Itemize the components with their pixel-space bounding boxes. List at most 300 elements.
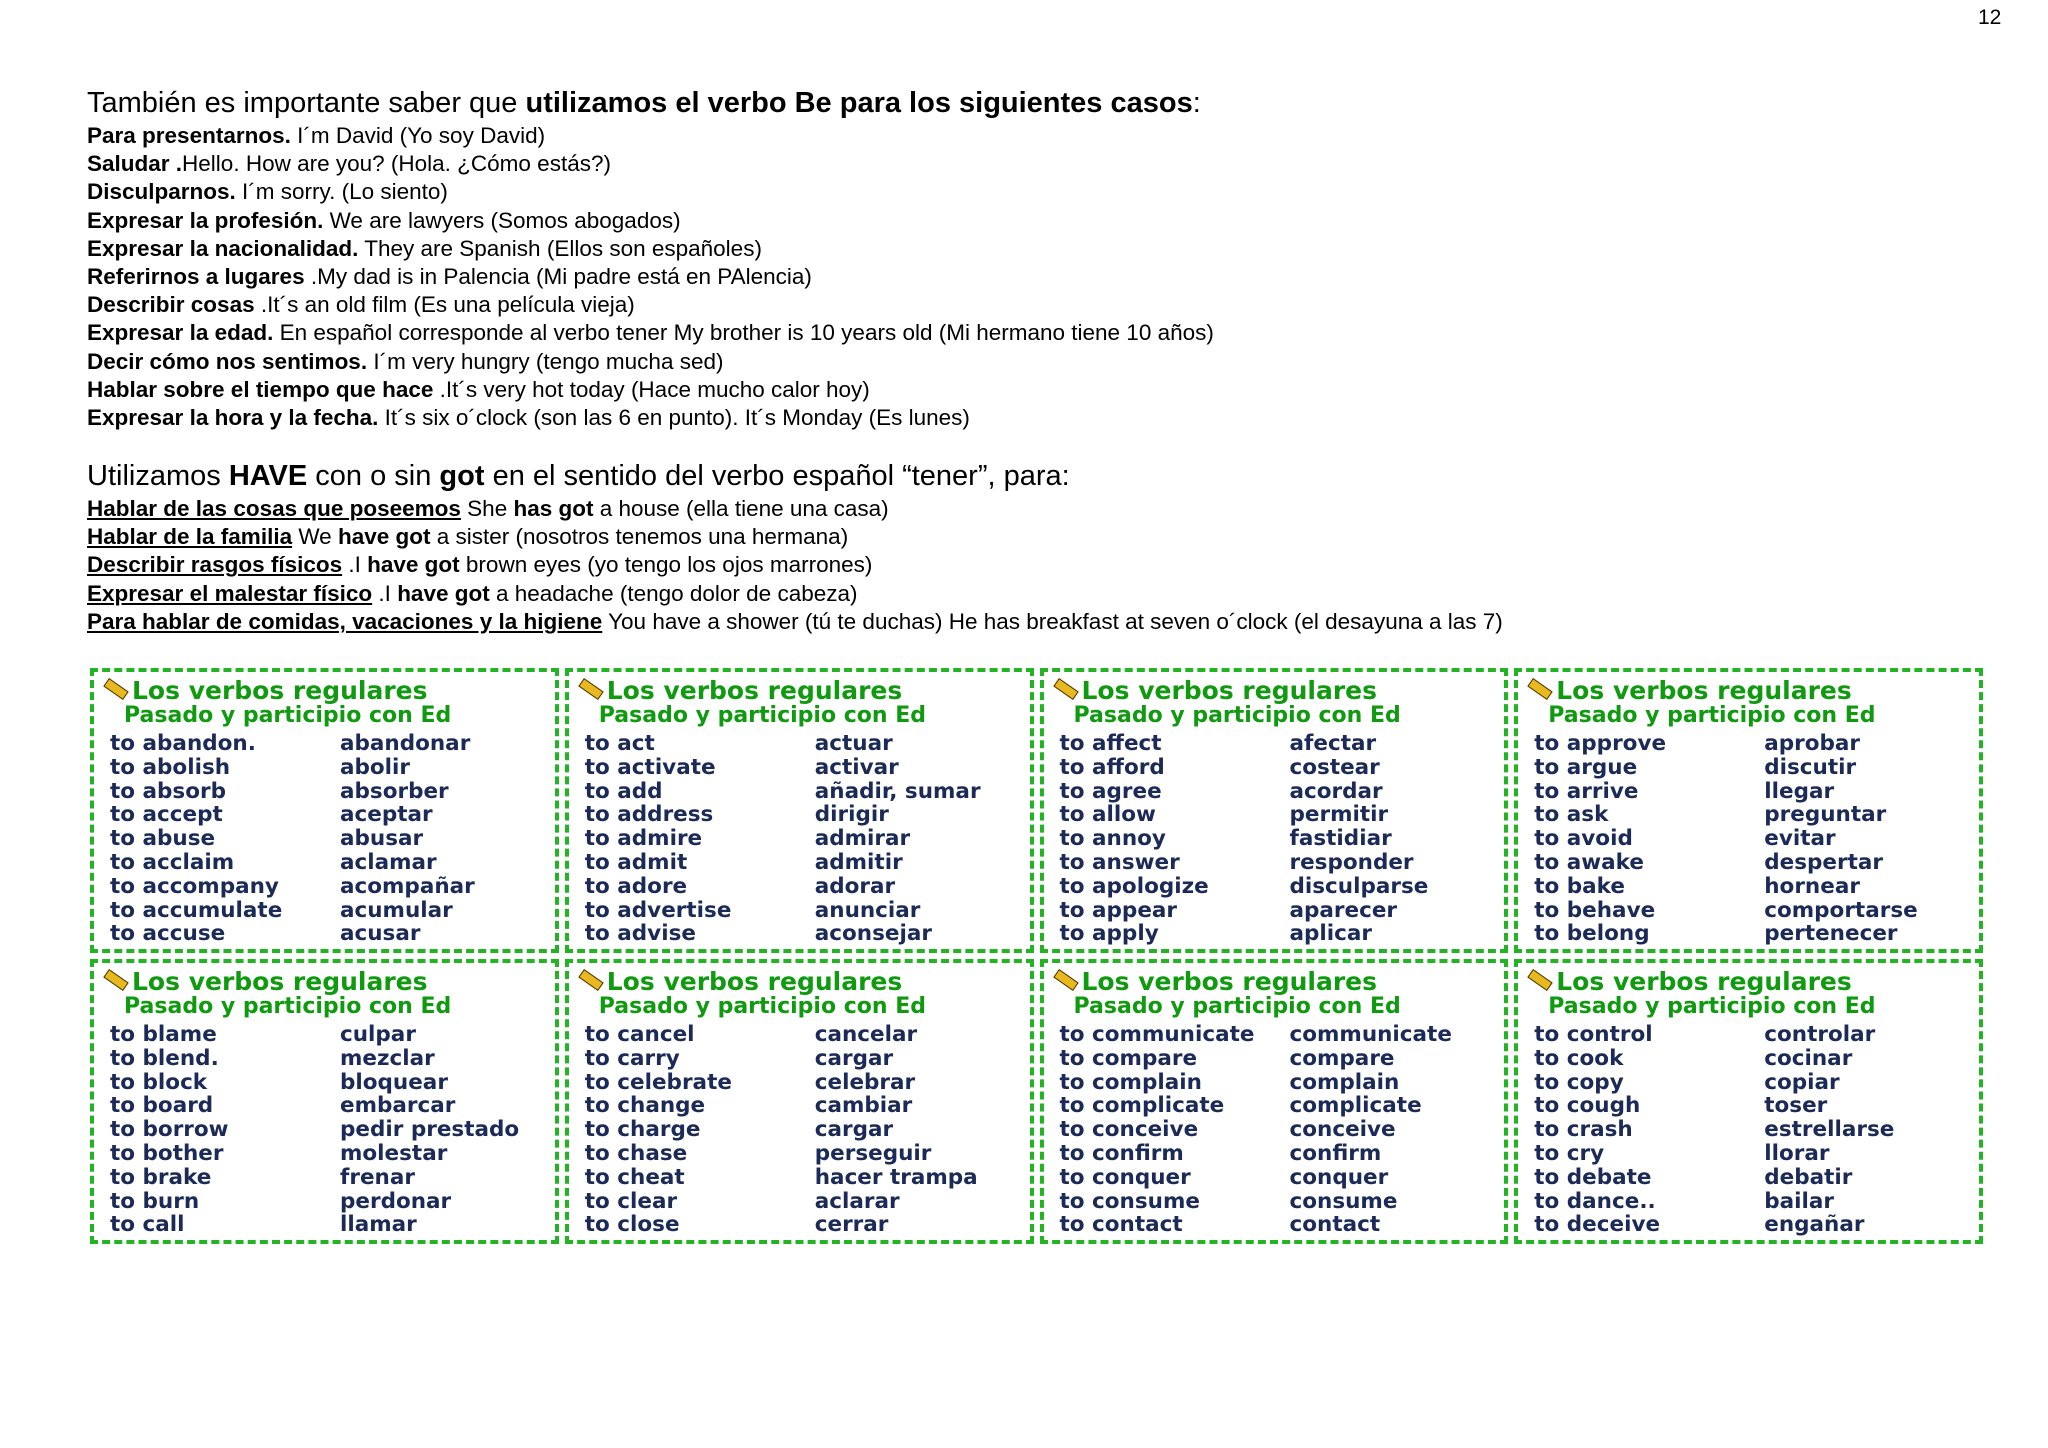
verb-pair [585,1047,1020,1071]
usage-label: Expresar el malestar físico [87,580,373,606]
verb-english: to appear [1059,897,1178,923]
usage-verb: have got [397,580,490,606]
verb-pair [1060,827,1495,851]
card-title [579,678,1020,704]
card-title-text: Los verbos regulares [1556,967,1852,996]
verb-pair [1060,1213,1495,1237]
usage-verb: have got [337,524,431,550]
verb-spanish: permitir [1289,802,1389,828]
usage-label: Para hablar de comidas, vacaciones y la higiene [87,608,603,634]
pencil-icon [578,678,603,700]
verb-english: to cough [1534,1093,1641,1119]
verb-english: to bother [110,1140,224,1166]
verb-english: to contact [1059,1212,1183,1238]
usage-label: Describir cosas [87,292,255,318]
card-title-text: Los verbos regulares [1556,676,1852,705]
verb-spanish: acumular [340,897,453,923]
have-intro-b: con o sin [307,460,440,492]
verb-spanish: engañar [1764,1212,1865,1238]
verb-spanish: aprobar [1764,731,1861,756]
usage-example: En español corresponde al verbo tener My brother is 10 years old (Mi hermano tiene 10 años) [273,320,1214,346]
verb-spanish: aceptar [340,802,433,828]
be-usage-row [87,150,1987,178]
regular-verbs-grid [90,668,1983,1244]
be-usage-row [87,207,1987,235]
verb-english: to compare [1059,1045,1198,1071]
verb-pair [585,1213,1020,1237]
have-usage-row [87,523,1987,551]
usage-example: She [460,496,514,521]
verb-pair [585,756,1020,780]
verb-pair [1060,875,1495,899]
verb-spanish: preguntar [1764,802,1887,828]
usage-label: Hablar de la familia [87,524,293,550]
verb-spanish: aconsejar [814,921,932,947]
verb-spanish: estrellarse [1764,1117,1895,1143]
verb-spanish: cocinar [1764,1045,1853,1071]
verb-spanish: admitir [814,849,903,875]
card-title [1054,678,1495,704]
card-subtitle: Pasado y participio con Ed [124,703,452,728]
verb-pair [1534,732,1969,756]
usage-example: .It´s very hot today (Hace mucho calor hoy) [433,376,870,402]
verb-spanish: complain [1289,1069,1400,1095]
verb-english: to answer [1059,849,1180,875]
verb-pair [1060,851,1495,875]
verb-pair [1534,1190,1969,1214]
verb-spanish: abolir [340,754,411,780]
verb-pair [1060,1094,1495,1118]
have-intro-c: en el sentido del verbo español “tener”, para: [484,460,1070,492]
usage-example-end: a sister (nosotros tenemos una hermana) [430,524,849,550]
usage-example: I´m David (Yo soy David) [290,123,546,148]
have-usage-row [87,551,1987,579]
verb-spanish: aclarar [814,1188,900,1214]
verb-spanish: disculparse [1289,873,1429,899]
verb-pair [585,1094,1020,1118]
pencil-icon [1053,678,1078,700]
be-usage-row [87,404,1987,432]
verb-pair [1534,899,1969,923]
verb-english: to apologize [1059,873,1209,899]
be-usage-row [87,348,1987,376]
verb-pair [1060,803,1495,827]
verb-list [1534,1023,1969,1237]
be-usage-row [87,235,1987,263]
verb-card [90,668,559,953]
verb-pair [585,875,1020,899]
verb-pair [1534,922,1969,946]
verb-spanish: añadir, sumar [814,778,981,804]
verb-pair [1060,1023,1495,1047]
verb-pair [110,1213,545,1237]
verb-english: to absorb [110,778,226,804]
verb-spanish: copiar [1764,1069,1840,1095]
usage-label: Decir cómo nos sentimos. [87,348,368,374]
verb-spanish: confirm [1289,1140,1382,1166]
usage-example: We [292,524,338,550]
verb-list [110,1023,545,1237]
have-rows [87,495,1987,636]
verb-english: to admire [584,826,703,852]
card-title-text: Los verbos regulares [1081,967,1378,996]
usage-example: It´s six o´clock (son las 6 en punto). It´s Monday (Es lunes) [378,405,970,431]
verb-pair [110,851,545,875]
usage-example: You have a shower (tú te duchas) He has breakfast at seven o´clock (el desayuna a las 7) [602,608,1503,634]
usage-label: Expresar la edad. [87,320,274,346]
verb-english: to confirm [1059,1140,1184,1166]
verb-english: to conquer [1059,1164,1191,1190]
verb-english: to debate [1534,1164,1652,1190]
pencil-icon [1528,678,1553,700]
verb-english: to address [584,802,714,828]
verb-english: to afford [1059,754,1165,780]
verb-list [585,732,1020,946]
pencil-icon [103,678,128,700]
verb-pair [110,1094,545,1118]
usage-label: Saludar . [87,151,183,177]
verb-list [110,732,545,946]
verb-pair [1534,1094,1969,1118]
verb-spanish: activar [814,754,899,780]
verb-pair [585,803,1020,827]
card-title-text: Los verbos regulares [606,676,903,705]
verb-english: to blend. [110,1045,219,1071]
verb-pair [110,875,545,899]
verb-english: to acclaim [110,849,235,875]
verb-spanish: toser [1764,1093,1828,1119]
verb-spanish: cargar [814,1045,894,1071]
verb-spanish: hornear [1764,873,1860,899]
verb-pair [1534,851,1969,875]
verb-spanish: afectar [1289,731,1377,756]
verb-spanish: hacer trampa [814,1164,978,1190]
verb-english: to allow [1059,802,1156,828]
usage-label: Expresar la nacionalidad. [87,235,359,261]
be-usage-row [87,319,1987,347]
card-title [1054,969,1495,995]
be-usage-row [87,122,1987,150]
pencil-icon [578,969,603,991]
verb-pair [585,1071,1020,1095]
verb-english: to blame [110,1022,217,1047]
verb-spanish: llamar [340,1212,417,1238]
verb-card [565,959,1034,1244]
card-subtitle: Pasado y participio con Ed [1548,703,1876,728]
verb-list [1060,1023,1495,1237]
verb-card [90,959,559,1244]
verb-pair [1534,803,1969,827]
verb-spanish: llorar [1764,1140,1830,1166]
verb-pair [110,756,545,780]
have-intro [87,458,1987,495]
usage-label: Expresar la hora y la fecha. [87,405,379,431]
verb-pair [1534,1118,1969,1142]
verb-english: to deceive [1534,1212,1661,1238]
verb-english: to clear [584,1188,678,1214]
be-intro [87,85,1987,122]
verb-card [1514,959,1983,1244]
verb-pair [1060,1047,1495,1071]
verb-english: to accompany [110,873,279,899]
verb-english: to carry [584,1045,680,1071]
verb-spanish: aplicar [1289,921,1372,947]
verb-spanish: frenar [340,1164,415,1190]
verb-english: to abuse [110,826,216,852]
verb-pair [585,1118,1020,1142]
verb-english: to advise [584,921,696,947]
verb-spanish: debatir [1764,1164,1853,1190]
be-intro-text: También es importante saber que [87,87,526,119]
verb-pair [585,1190,1020,1214]
verb-english: to complain [1059,1069,1202,1095]
page-number: 12 [1978,6,2002,29]
verb-english: to abandon. [110,731,256,756]
verb-spanish: molestar [340,1140,448,1166]
usage-label: Hablar sobre el tiempo que hace [87,376,434,402]
usage-example: I´m very hungry (tengo mucha sed) [367,348,724,374]
verb-spanish: bloquear [340,1069,448,1095]
verb-spanish: fastidiar [1289,826,1392,852]
verb-pair [110,803,545,827]
verb-pair [1060,1071,1495,1095]
verb-spanish: cargar [814,1117,894,1143]
verb-english: to ask [1534,802,1609,828]
verb-spanish: culpar [340,1022,416,1047]
verb-pair [1534,756,1969,780]
card-title [104,678,545,704]
usage-example: Hello. How are you? (Hola. ¿Cómo estás?) [182,151,611,177]
verb-english: to avoid [1534,826,1633,852]
verb-english: to apply [1059,921,1159,947]
usage-label: Expresar la profesión. [87,207,324,233]
verb-spanish: perdonar [340,1188,452,1214]
verb-english: to agree [1059,778,1162,804]
verb-spanish: communicate [1289,1022,1452,1047]
card-title-text: Los verbos regulares [132,676,428,705]
verb-pair [585,732,1020,756]
verb-spanish: evitar [1764,826,1836,852]
verb-pair [585,827,1020,851]
usage-verb: has got [513,496,594,521]
verb-card [1040,668,1509,953]
usage-example: .I [372,580,398,606]
verb-spanish: compare [1289,1045,1395,1071]
verb-pair [1534,1213,1969,1237]
card-subtitle: Pasado y participio con Ed [124,994,452,1019]
be-usage-row [87,376,1987,404]
verb-english: to communicate [1059,1022,1255,1047]
verb-spanish: cambiar [814,1093,913,1119]
verb-pair [585,1166,1020,1190]
verb-spanish: abandonar [340,731,471,756]
verb-pair [1060,732,1495,756]
verb-card [1514,668,1983,953]
verb-spanish: responder [1289,849,1414,875]
have-intro-a: Utilizamos [87,460,229,492]
verb-pair [585,851,1020,875]
verb-english: to annoy [1059,826,1166,852]
verb-spanish: bailar [1764,1188,1834,1214]
card-title [1528,969,1969,995]
verb-english: to burn [110,1188,200,1214]
verb-pair [1060,1142,1495,1166]
verb-list [1060,732,1495,946]
be-usage-row [87,263,1987,291]
verb-english: to charge [584,1117,701,1143]
card-title [104,969,545,995]
card-subtitle: Pasado y participio con Ed [598,994,926,1019]
verb-english: to add [584,778,663,804]
verb-english: to change [584,1093,706,1119]
verb-spanish: conceive [1289,1117,1396,1143]
have-intro-got: got [439,460,485,492]
card-subtitle: Pasado y participio con Ed [1073,994,1401,1019]
have-intro-have: HAVE [228,460,308,492]
be-intro-end: : [1192,87,1201,119]
verb-english: to cheat [584,1164,685,1190]
usage-example-end: a house (ella tiene una casa) [593,496,889,521]
verb-pair [585,899,1020,923]
usage-example-end: brown eyes (yo tengo los ojos marrones) [459,552,873,578]
verb-pair [110,780,545,804]
verb-english: to cook [1534,1045,1624,1071]
verb-spanish: cerrar [814,1212,889,1238]
verb-english: to activate [584,754,716,780]
usage-example: They are Spanish (Ellos son españoles) [358,235,762,261]
pencil-icon [103,969,128,991]
verb-pair [1060,1190,1495,1214]
verb-english: to cancel [584,1022,695,1047]
verb-english: to abolish [110,754,231,780]
verb-spanish: llegar [1764,778,1835,804]
verb-english: to cry [1534,1140,1605,1166]
verb-spanish: absorber [340,778,449,804]
card-title [579,969,1020,995]
verb-spanish: actuar [814,731,893,756]
verb-english: to close [584,1212,680,1238]
be-intro-bold: utilizamos el verbo Be para los siguientes casos [525,87,1193,119]
verb-spanish: aclamar [340,849,437,875]
be-usage-row [87,291,1987,319]
pencil-icon [1528,969,1553,991]
card-title-text: Los verbos regulares [606,967,903,996]
verb-english: to accumulate [110,897,283,923]
have-usage-row [87,495,1987,523]
verb-spanish: perseguir [814,1140,932,1166]
verb-pair [110,922,545,946]
have-usage-row [87,580,1987,608]
be-rows [87,122,1987,432]
verb-pair [110,827,545,851]
verb-spanish: anunciar [814,897,921,923]
verb-english: to accuse [110,921,226,947]
verb-spanish: conquer [1289,1164,1389,1190]
verb-pair [1534,780,1969,804]
verb-spanish: discutir [1764,754,1857,780]
verb-spanish: controlar [1764,1022,1876,1047]
verb-pair [1060,756,1495,780]
usage-example: We are lawyers (Somos abogados) [323,207,681,233]
verb-pair [110,1047,545,1071]
verb-pair [1534,875,1969,899]
verb-pair [110,1190,545,1214]
verb-spanish: costear [1289,754,1380,780]
verb-pair [1060,1118,1495,1142]
verb-spanish: abusar [340,826,424,852]
verb-spanish: mezclar [340,1045,435,1071]
verb-pair [110,1023,545,1047]
card-subtitle: Pasado y participio con Ed [1548,994,1876,1019]
verb-spanish: despertar [1764,849,1883,875]
be-usage-row [87,178,1987,206]
verb-spanish: pedir prestado [340,1117,520,1143]
verb-english: to argue [1534,754,1638,780]
verb-english: to consume [1059,1188,1200,1214]
verb-english: to bake [1534,873,1625,899]
pencil-icon [1053,969,1078,991]
verb-pair [1534,1047,1969,1071]
verb-english: to act [584,731,655,756]
verb-pair [1534,1023,1969,1047]
verb-english: to control [1534,1022,1653,1047]
verb-spanish: cancelar [814,1022,918,1047]
verb-english: to adore [584,873,688,899]
verb-english: to board [110,1093,214,1119]
verb-english: to accept [110,802,223,828]
verb-spanish: pertenecer [1764,921,1898,947]
verb-pair [110,899,545,923]
verb-spanish: aparecer [1289,897,1398,923]
verb-pair [1534,1071,1969,1095]
verb-english: to awake [1534,849,1644,875]
verb-spanish: admirar [814,826,911,852]
verb-spanish: comportarse [1764,897,1918,923]
verb-pair [1060,780,1495,804]
usage-label: Referirnos a lugares [87,264,305,290]
verb-english: to dance.. [1534,1188,1656,1214]
usage-example: .I [342,552,368,578]
verb-english: to admit [584,849,688,875]
card-title-text: Los verbos regulares [132,967,428,996]
verb-pair [110,732,545,756]
verb-pair [585,1023,1020,1047]
be-usage-section [87,85,1987,432]
usage-label: Disculparnos. [87,179,236,205]
verb-pair [1534,1142,1969,1166]
verb-spanish: consume [1289,1188,1398,1214]
usage-verb: have got [367,552,460,578]
verb-pair [1534,827,1969,851]
verb-english: to block [110,1069,208,1095]
verb-pair [110,1118,545,1142]
have-usage-row [87,608,1987,636]
verb-pair [585,780,1020,804]
verb-english: to complicate [1059,1093,1225,1119]
verb-spanish: acusar [340,921,421,947]
verb-pair [1534,1166,1969,1190]
usage-label: Describir rasgos físicos [87,552,343,578]
verb-list [585,1023,1020,1237]
verb-english: to advertise [584,897,732,923]
usage-example: .My dad is in Palencia (Mi padre está en PAlencia) [304,264,812,290]
verb-card [1040,959,1509,1244]
verb-pair [585,1142,1020,1166]
usage-label: Para presentarnos. [87,123,291,148]
verb-spanish: acordar [1289,778,1383,804]
verb-spanish: complicate [1289,1093,1422,1119]
verb-english: to chase [584,1140,688,1166]
